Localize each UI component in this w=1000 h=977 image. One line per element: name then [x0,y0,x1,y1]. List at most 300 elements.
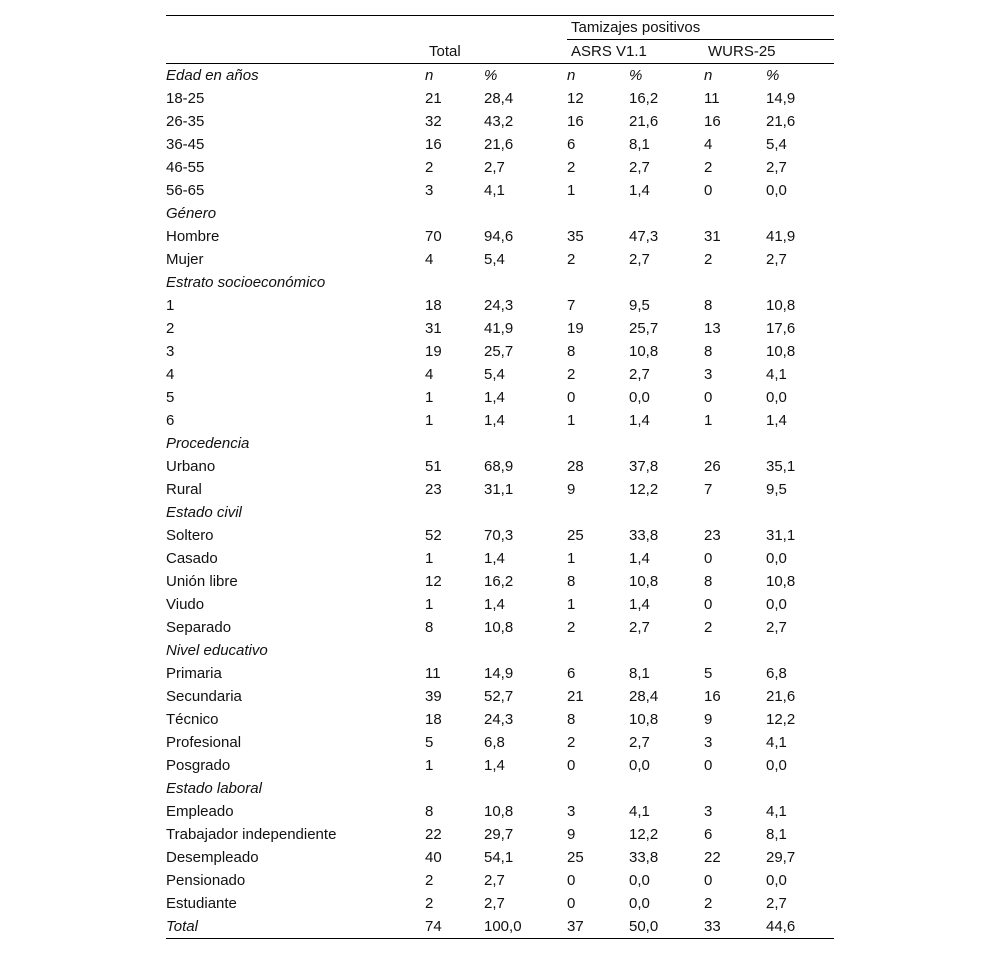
value-cell: 2 [704,619,713,636]
value-cell: 21,6 [629,113,659,130]
header-blank [166,16,425,40]
value-cell: 26 [704,458,721,475]
total-value-cell: 44,6 [766,918,796,935]
value-cell: 21,6 [766,688,796,705]
table-row [166,547,834,570]
value-cell: 1,4 [484,412,505,429]
value-cell: 0 [567,872,576,889]
row-label: Técnico [166,711,219,728]
subheader-cell [425,432,484,455]
subheader-cell [484,202,567,225]
value-cell: 5,4 [484,366,505,383]
table-row [166,363,834,386]
subheader-cell [484,501,567,524]
value-cell: 3 [425,182,434,199]
value-cell: 0,0 [766,550,787,567]
value-cell: 2,7 [484,895,505,912]
value-cell: 0,0 [629,389,650,406]
value-cell: 4,1 [629,803,650,820]
total-value-cell: 100,0 [484,918,522,935]
value-cell: 1,4 [484,596,505,613]
value-cell: 3 [567,803,576,820]
value-cell: 0 [567,389,576,406]
value-cell: 0 [704,757,713,774]
value-cell: 37,8 [629,458,659,475]
value-cell: 16 [704,688,721,705]
value-cell: 31 [704,228,721,245]
value-cell: 68,9 [484,458,514,475]
value-cell: 1 [425,412,434,429]
value-cell: 21 [567,688,584,705]
value-cell: 2 [567,251,576,268]
value-cell: 1 [567,412,576,429]
value-cell: 4 [425,251,434,268]
value-cell: 22 [704,849,721,866]
value-cell: 2,7 [766,619,787,636]
value-cell: 14,9 [766,90,796,107]
value-cell: 4,1 [766,803,787,820]
value-cell: 1,4 [629,182,650,199]
table-row [166,87,834,110]
value-cell: 25 [567,527,584,544]
table-row [166,386,834,409]
value-cell: 8 [425,803,434,820]
value-cell: 52 [425,527,442,544]
value-cell: 41,9 [766,228,796,245]
table-row [166,869,834,892]
row-label: 6 [166,412,175,429]
value-cell: 0 [704,389,713,406]
subheader-cell [567,501,629,524]
value-cell: 31,1 [766,527,796,544]
total-value-cell: 74 [425,918,442,935]
value-cell: 16 [704,113,721,130]
row-label: Casado [166,550,218,567]
value-cell: 11 [704,90,720,107]
value-cell: 16 [425,136,442,153]
row-label: Hombre [166,228,220,245]
subheader-cell [766,432,834,455]
value-cell: 33,8 [629,527,659,544]
subheader-cell [704,639,766,662]
value-cell: 22 [425,826,442,843]
subheader-cell [484,639,567,662]
value-cell: 0 [567,757,576,774]
value-cell: 31 [425,320,442,337]
value-cell: 1,4 [484,550,505,567]
row-label: 18-25 [166,90,205,107]
value-cell: 3 [704,366,713,383]
value-cell: 6 [567,665,576,682]
column-header-total: Total [425,40,567,64]
value-cell: 70,3 [484,527,514,544]
table-row [166,823,834,846]
value-cell: 21,6 [484,136,514,153]
value-cell: 5,4 [766,136,787,153]
table-row [166,409,834,432]
total-value-cell: 33 [704,918,721,935]
value-cell: 2 [425,159,434,176]
subheader-cell [704,501,766,524]
subheader-cell [704,202,766,225]
subheader-cell [629,271,704,294]
table-row [166,455,834,478]
total-value-cell: 37 [567,918,584,935]
table-row [166,708,834,731]
subheader-cell [425,271,484,294]
value-cell: 2 [567,619,576,636]
subheader-cell [766,271,834,294]
subheader-cell [629,501,704,524]
subheader-cell [567,202,629,225]
value-cell: 2 [567,159,576,176]
value-cell: 28 [567,458,584,475]
value-cell: 7 [567,297,576,314]
value-cell: 4 [704,136,713,153]
value-cell: 12,2 [629,826,659,843]
subheader-cell [484,271,567,294]
value-cell: 1 [704,412,713,429]
value-cell: 35,1 [766,458,796,475]
value-cell: 1,4 [766,412,787,429]
value-cell: 1 [425,596,434,613]
category-label: Estado laboral [166,780,262,797]
value-cell: 8 [425,619,434,636]
value-cell: 18 [425,711,442,728]
value-cell: 0,0 [629,895,650,912]
value-cell: 2 [704,895,713,912]
category-label: Estado civil [166,504,242,521]
value-cell: 0,0 [629,872,650,889]
subheader-cell: % [766,67,780,84]
subheader-cell [766,777,834,800]
value-cell: 0 [704,872,713,889]
value-cell: 18 [425,297,442,314]
subheader-cell [704,271,766,294]
row-label: Urbano [166,458,216,475]
value-cell: 9,5 [766,481,787,498]
value-cell: 8 [704,343,713,360]
value-cell: 25,7 [629,320,659,337]
value-cell: 4,1 [484,182,505,199]
value-cell: 8 [567,573,576,590]
value-cell: 2 [425,872,434,889]
value-cell: 0 [704,182,713,199]
row-label: Primaria [166,665,222,682]
header-blank [484,16,567,40]
value-cell: 24,3 [484,711,514,728]
subheader-cell [425,639,484,662]
value-cell: 0,0 [766,182,787,199]
value-cell: 0 [567,895,576,912]
header-blank [166,40,425,64]
value-cell: 51 [425,458,442,475]
category-row [166,501,834,524]
value-cell: 8 [567,343,576,360]
row-label: Pensionado [166,872,246,889]
category-label: Nivel educativo [166,642,268,659]
value-cell: 6,8 [484,734,505,751]
value-cell: 8,1 [766,826,787,843]
value-cell: 3 [704,803,713,820]
value-cell: 7 [704,481,713,498]
row-label: Mujer [166,251,204,268]
row-label: Viudo [166,596,205,613]
category-row [166,432,834,455]
value-cell: 4 [425,366,434,383]
row-label: Secundaria [166,688,242,705]
table-row [166,662,834,685]
value-cell: 33,8 [629,849,659,866]
row-label: 4 [166,366,175,383]
value-cell: 10,8 [629,573,659,590]
value-cell: 40 [425,849,442,866]
value-cell: 0,0 [766,872,787,889]
subheader-cell [425,202,484,225]
table-row [166,225,834,248]
subheader-cell [629,432,704,455]
header-row-2 [166,40,834,64]
value-cell: 16,2 [484,573,514,590]
value-cell: 8 [567,711,576,728]
value-cell: 0 [704,596,713,613]
value-cell: 9 [567,481,576,498]
demographics-table [166,15,834,939]
subheader-cell [629,202,704,225]
value-cell: 28,4 [629,688,659,705]
total-row [166,915,834,939]
category-row [166,271,834,294]
value-cell: 1 [567,550,576,567]
value-cell: 25 [567,849,584,866]
subheader-cell [567,777,629,800]
subheader-cell [704,432,766,455]
value-cell: 2 [704,251,713,268]
value-cell: 21,6 [766,113,796,130]
row-label: Separado [166,619,232,636]
value-cell: 2 [567,734,576,751]
table-row [166,110,834,133]
subheader-cell: n [567,67,576,84]
value-cell: 29,7 [766,849,796,866]
table-row [166,616,834,639]
value-cell: 10,8 [766,573,796,590]
value-cell: 10,8 [484,803,514,820]
value-cell: 5 [425,734,434,751]
subheader-cell: n [704,67,713,84]
subheader-cell [629,639,704,662]
category-label: Procedencia [166,435,250,452]
value-cell: 1,4 [629,412,650,429]
value-cell: 1 [425,389,434,406]
value-cell: 24,3 [484,297,514,314]
subheader-cell [484,432,567,455]
value-cell: 2,7 [766,159,787,176]
value-cell: 2 [425,895,434,912]
value-cell: 25,7 [484,343,514,360]
row-label: 36-45 [166,136,205,153]
category-label: Edad en años [166,67,259,84]
value-cell: 10,8 [766,343,796,360]
table-row [166,800,834,823]
value-cell: 2,7 [766,895,787,912]
subheader-cell [629,777,704,800]
row-label: Estudiante [166,895,237,912]
subheader-cell [567,639,629,662]
value-cell: 39 [425,688,442,705]
table-row [166,317,834,340]
value-cell: 70 [425,228,442,245]
value-cell: 1 [567,182,576,199]
value-cell: 9 [704,711,713,728]
row-label: 46-55 [166,159,205,176]
value-cell: 12,2 [629,481,659,498]
value-cell: 19 [567,320,584,337]
table-row [166,731,834,754]
value-cell: 23 [425,481,442,498]
subheader-cell: % [629,67,643,84]
value-cell: 10,8 [629,343,659,360]
value-cell: 52,7 [484,688,514,705]
value-cell: 8 [704,573,713,590]
value-cell: 6 [704,826,713,843]
value-cell: 2,7 [629,619,650,636]
category-row [166,64,834,88]
total-value-cell: 50,0 [629,918,659,935]
value-cell: 6,8 [766,665,787,682]
value-cell: 2,7 [629,366,650,383]
category-row [166,639,834,662]
value-cell: 28,4 [484,90,514,107]
value-cell: 2,7 [766,251,787,268]
value-cell: 54,1 [484,849,514,866]
value-cell: 9 [567,826,576,843]
subheader-cell: n [425,67,434,84]
value-cell: 29,7 [484,826,514,843]
value-cell: 0,0 [629,757,650,774]
subheader-cell [425,501,484,524]
subheader-cell [766,639,834,662]
value-cell: 12 [567,90,584,107]
subheader-cell [425,777,484,800]
category-label: Género [166,205,217,222]
value-cell: 2,7 [629,734,650,751]
table-row [166,294,834,317]
table-row [166,685,834,708]
group-header-tamizajes: Tamizajes positivos [567,16,834,40]
value-cell: 1,4 [629,596,650,613]
value-cell: 0,0 [766,596,787,613]
total-label: Total [166,918,198,935]
value-cell: 8,1 [629,136,650,153]
header-blank [425,16,484,40]
value-cell: 12,2 [766,711,796,728]
row-label: Empleado [166,803,234,820]
table-row [166,593,834,616]
row-label: 56-65 [166,182,205,199]
value-cell: 8,1 [629,665,650,682]
value-cell: 2 [567,366,576,383]
value-cell: 41,9 [484,320,514,337]
value-cell: 3 [704,734,713,751]
subheader-cell [766,202,834,225]
row-label: Soltero [166,527,214,544]
table-row [166,478,834,501]
header-row-1 [166,16,834,40]
value-cell: 23 [704,527,721,544]
value-cell: 10,8 [766,297,796,314]
value-cell: 5 [704,665,713,682]
value-cell: 0,0 [766,757,787,774]
category-label: Estrato socioeconómico [166,274,326,291]
subheader-cell [766,501,834,524]
row-label: Desempleado [166,849,259,866]
table-row [166,524,834,547]
subheader-cell [567,432,629,455]
value-cell: 19 [425,343,442,360]
value-cell: 2,7 [484,872,505,889]
table-row [166,156,834,179]
row-label: 1 [166,297,175,314]
value-cell: 0,0 [766,389,787,406]
row-label: 3 [166,343,175,360]
row-label: 5 [166,389,175,406]
column-header-wurs: WURS-25 [704,40,834,64]
value-cell: 8 [704,297,713,314]
value-cell: 16 [567,113,584,130]
value-cell: 47,3 [629,228,659,245]
row-label: 2 [166,320,175,337]
table-row [166,846,834,869]
value-cell: 1 [425,550,434,567]
value-cell: 2,7 [629,159,650,176]
value-cell: 32 [425,113,442,130]
row-label: 26-35 [166,113,205,130]
value-cell: 13 [704,320,721,337]
value-cell: 2,7 [629,251,650,268]
value-cell: 2 [704,159,713,176]
value-cell: 16,2 [629,90,659,107]
value-cell: 1,4 [484,757,505,774]
category-row [166,202,834,225]
table-row [166,248,834,271]
value-cell: 1 [425,757,434,774]
value-cell: 9,5 [629,297,650,314]
value-cell: 11 [425,665,441,682]
category-row [166,777,834,800]
value-cell: 43,2 [484,113,514,130]
table-row [166,340,834,363]
value-cell: 35 [567,228,584,245]
value-cell: 31,1 [484,481,514,498]
value-cell: 1,4 [629,550,650,567]
value-cell: 10,8 [629,711,659,728]
value-cell: 4,1 [766,366,787,383]
value-cell: 2,7 [484,159,505,176]
value-cell: 4,1 [766,734,787,751]
value-cell: 12 [425,573,442,590]
table-row [166,179,834,202]
value-cell: 1,4 [484,389,505,406]
row-label: Posgrado [166,757,231,774]
value-cell: 17,6 [766,320,796,337]
table-row [166,754,834,777]
row-label: Unión libre [166,573,238,590]
row-label: Rural [166,481,202,498]
column-header-asrs: ASRS V1.1 [567,40,704,64]
value-cell: 5,4 [484,251,505,268]
row-label: Profesional [166,734,242,751]
